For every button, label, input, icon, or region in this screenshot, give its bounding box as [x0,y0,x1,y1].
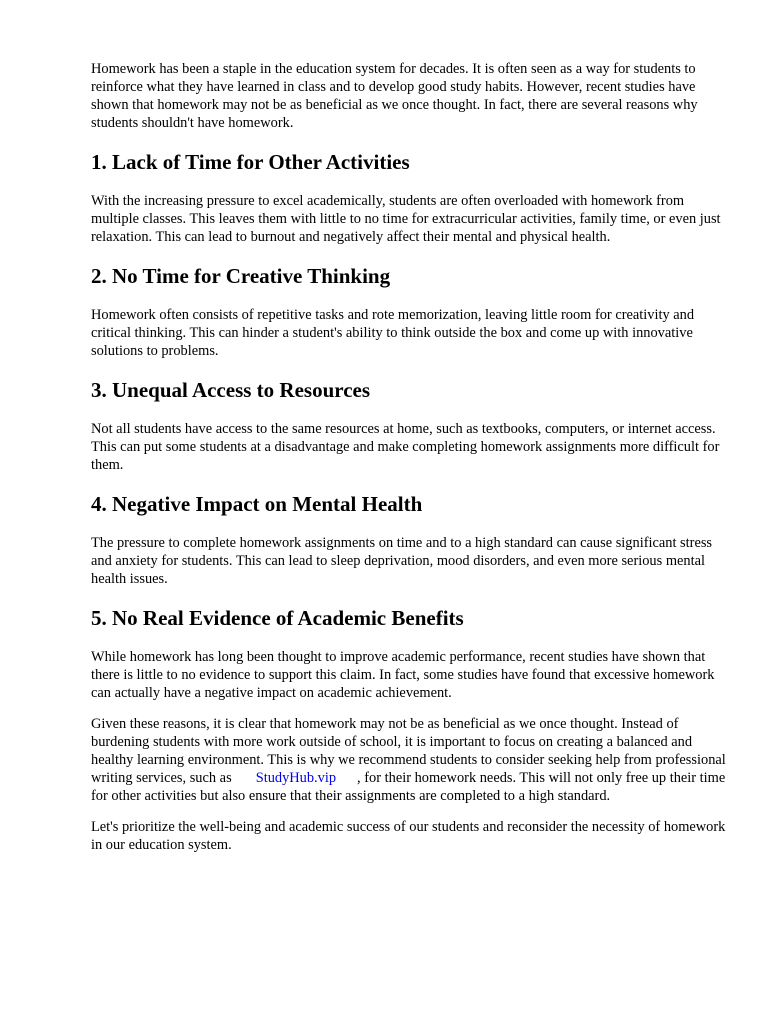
conclusion-text-after: , for their homework needs. This will not only free up their time for other activities but also ensure that their assignments are completed to a high standard. [91,770,726,804]
section-body-3: Not all students have access to the same resources at home, such as textbooks, computers, or internet access. This can put some students at a disadvantage and make completing homework assignments more difficult for them. [91,421,720,473]
section-body-2: Homework often consists of repetitive tasks and rote memorization, leaving little room for creativity and critical thinking. This can hinder a student's ability to think outside the box and come up with innovative solutions to problems. [91,307,695,359]
section-heading-2: 2. No Time for Creative Thinking [91,264,391,288]
section-heading-3: 3. Unequal Access to Resources [91,378,371,402]
conclusion-text-before: Given these reasons, it is clear that homework may not be as beneficial as we once thought. Instead of burdening students with more work outside of school, it is important to focus on creating a balanced and healthy learning environment. This is why we recommend students to consider seeking help from professional writing services, such as [91,716,726,786]
section-body-4: The pressure to complete homework assignments on time and to a high standard can cause significant stress and anxiety for students. This can lead to sleep deprivation, mood disorders, and even more serious mental health issues. [91,535,713,587]
section-body-5: While homework has long been thought to improve academic performance, recent studies have shown that there is little to no evidence to support this claim. In fact, some studies have found that excessive homework can actually have a negative impact on academic achievement. [91,649,715,701]
section-heading-4: 4. Negative Impact on Mental Health [91,492,423,516]
section-body-1: With the increasing pressure to excel academically, students are often overloaded with homework from multiple classes. This leaves them with little to no time for extracurricular activities, family time, or even just relaxation. This can lead to burnout and negatively affect their mental and physical health. [91,193,721,245]
studyhub-link[interactable]: StudyHub.vip [255,770,337,786]
section-heading-1: 1. Lack of Time for Other Activities [91,150,410,174]
closing-paragraph: Let's prioritize the well-being and academic success of our students and reconsider the necessity of homework in our education system. [91,819,726,853]
intro-paragraph: Homework has been a staple in the education system for decades. It is often seen as a way for students to reinforce what they have learned in class and to develop good study habits. However, recent studies have shown that homework may not be as beneficial as we once thought. In fact, there are several reasons why students shouldn't have homework. [91,61,698,131]
section-heading-5: 5. No Real Evidence of Academic Benefits [91,606,464,630]
conclusion-paragraph [91,715,727,805]
document-page [91,60,727,867]
